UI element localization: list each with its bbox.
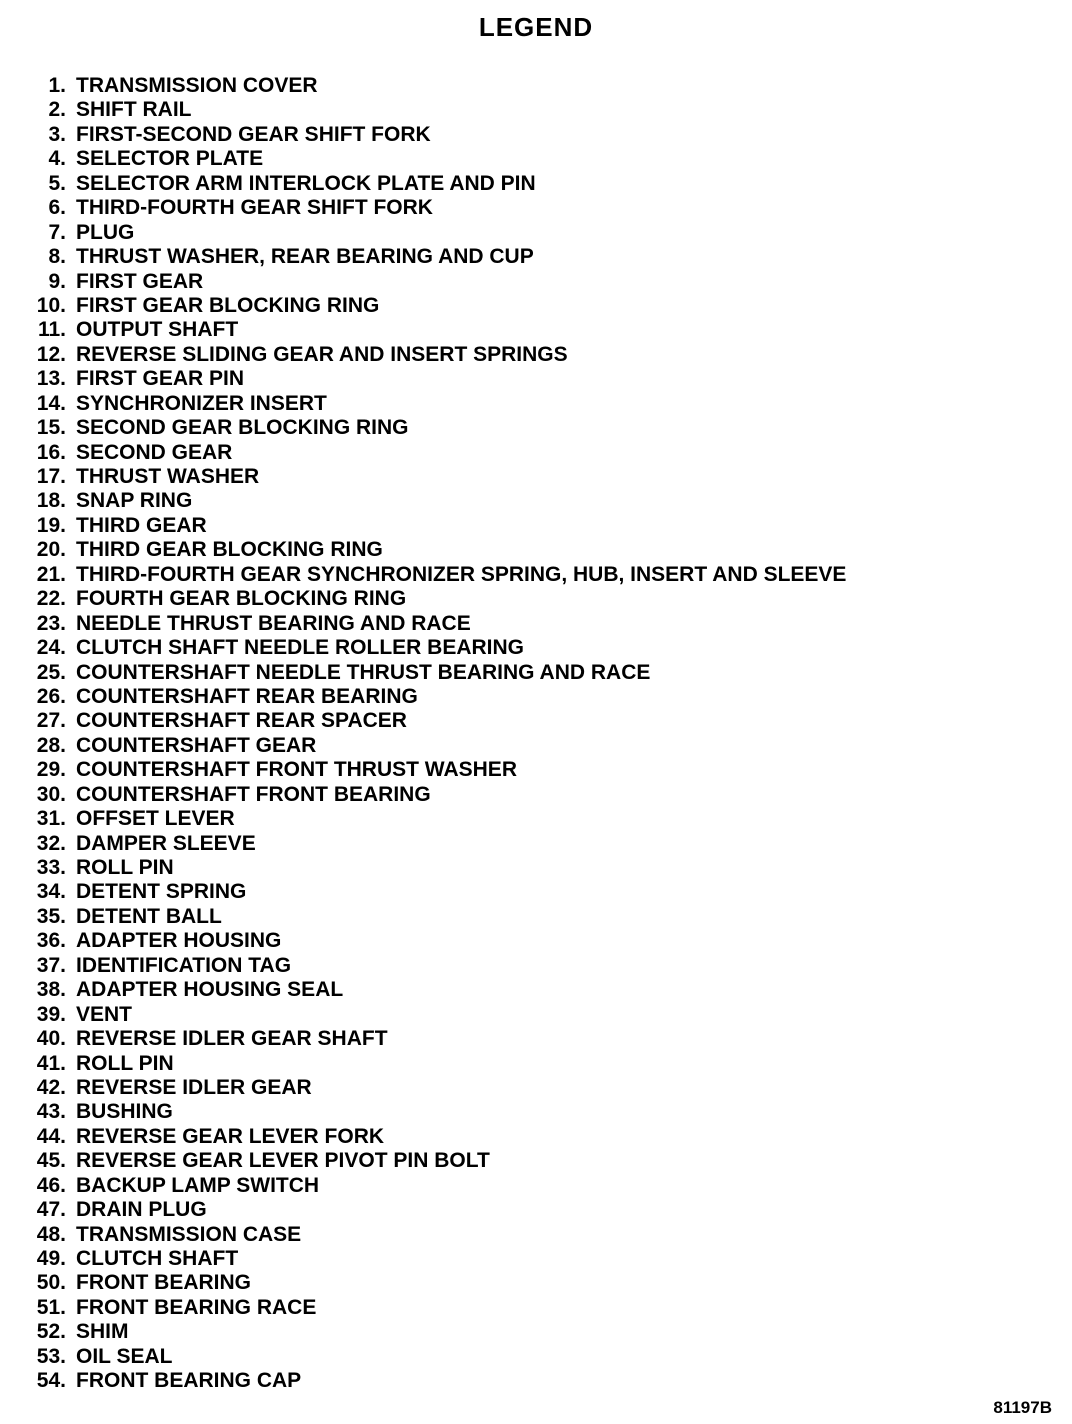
legend-item-text: TRANSMISSION COVER xyxy=(76,74,318,97)
legend-item-number: 5. xyxy=(48,171,66,195)
legend-item-text: THRUST WASHER, REAR BEARING AND CUP xyxy=(76,245,534,269)
legend-item xyxy=(22,758,846,782)
legend-item xyxy=(22,709,846,733)
legend-item xyxy=(22,1320,846,1344)
legend-item xyxy=(22,661,846,685)
legend-item xyxy=(22,270,846,294)
legend-item xyxy=(22,905,846,929)
legend-item-number: 48. xyxy=(36,1222,66,1246)
legend-item-text: SYNCHRONIZER INSERT xyxy=(76,391,327,415)
legend-item-text: FIRST-SECOND GEAR SHIFT FORK xyxy=(76,122,431,146)
legend-item-number: 30. xyxy=(36,782,66,806)
legend-item-number: 2. xyxy=(48,98,66,122)
legend-item-text: ROLL PIN xyxy=(76,856,174,879)
legend-item-text: SECOND GEAR xyxy=(76,440,233,464)
legend-item-number: 42. xyxy=(36,1075,66,1099)
legend-item xyxy=(22,563,846,587)
legend-item-number: 26. xyxy=(36,684,66,708)
legend-item xyxy=(22,587,846,611)
legend-item-text: OUTPUT SHAFT xyxy=(76,318,239,342)
legend-item-number: 21. xyxy=(36,562,66,586)
legend-item-number: 32. xyxy=(36,831,66,855)
legend-item xyxy=(22,416,846,440)
legend-item xyxy=(22,1198,846,1222)
legend-item xyxy=(22,221,846,245)
legend-item-number: 33. xyxy=(36,856,66,879)
legend-item xyxy=(22,1369,846,1393)
legend-item-text: CLUTCH SHAFT xyxy=(76,1247,239,1270)
legend-item-text: THIRD-FOURTH GEAR SHIFT FORK xyxy=(76,196,433,220)
legend-item xyxy=(22,489,846,513)
legend-item xyxy=(22,1174,846,1198)
legend-item xyxy=(22,1003,846,1027)
legend-item-number: 45. xyxy=(36,1149,66,1173)
legend-item-number: 12. xyxy=(36,342,66,366)
legend-item xyxy=(22,172,846,196)
legend-item-text: FIRST GEAR xyxy=(76,269,204,293)
legend-item-number: 19. xyxy=(36,513,66,537)
legend-item xyxy=(22,74,846,98)
legend-item-text: COUNTERSHAFT NEEDLE THRUST BEARING AND RACE xyxy=(76,660,651,684)
legend-item xyxy=(22,123,846,147)
legend-item-text: COUNTERSHAFT FRONT BEARING xyxy=(76,782,431,806)
legend-item-text: OIL SEAL xyxy=(76,1344,173,1368)
legend-item xyxy=(22,1296,846,1320)
legend-item xyxy=(22,636,846,660)
legend-item xyxy=(22,1076,846,1100)
legend-item-number: 6. xyxy=(48,196,66,220)
legend-item xyxy=(22,294,846,318)
legend-item-number: 29. xyxy=(36,758,66,782)
legend-item-number: 10. xyxy=(36,293,66,317)
legend-item xyxy=(22,1125,846,1149)
legend-item-number: 20. xyxy=(36,538,66,562)
legend-item-number: 9. xyxy=(48,269,66,293)
legend-item-text: FRONT BEARING xyxy=(76,1271,251,1295)
legend-item-number: 3. xyxy=(48,122,66,146)
legend-item-text: DETENT SPRING xyxy=(76,880,247,904)
legend-item-text: ROLL PIN xyxy=(76,1051,174,1075)
legend-item-number: 37. xyxy=(36,953,66,977)
legend-item-number: 8. xyxy=(48,245,66,269)
legend-item xyxy=(22,685,846,709)
legend-item-text: OFFSET LEVER xyxy=(76,807,235,831)
legend-item-number: 14. xyxy=(36,391,66,415)
legend-item-text: DRAIN PLUG xyxy=(76,1198,207,1222)
legend-item xyxy=(22,538,846,562)
legend-item xyxy=(22,1345,846,1369)
legend-item xyxy=(22,196,846,220)
legend-item-number: 39. xyxy=(36,1002,66,1026)
legend-item xyxy=(22,734,846,758)
legend-item-number: 23. xyxy=(36,611,66,635)
legend-item-text: SHIFT RAIL xyxy=(76,98,192,122)
legend-item-number: 41. xyxy=(36,1051,66,1075)
legend-item xyxy=(22,1027,846,1051)
legend-item xyxy=(22,1223,846,1247)
legend-item-number: 16. xyxy=(36,440,66,464)
legend-item-text: ADAPTER HOUSING xyxy=(76,929,282,953)
legend-item-text: REVERSE IDLER GEAR SHAFT xyxy=(76,1027,388,1051)
legend-item-text: TRANSMISSION CASE xyxy=(76,1222,302,1246)
legend-item-text: THIRD GEAR xyxy=(76,513,207,537)
legend-item xyxy=(22,98,846,122)
legend-item-number: 22. xyxy=(36,587,66,611)
legend-item-text: REVERSE GEAR LEVER PIVOT PIN BOLT xyxy=(76,1149,490,1173)
legend-item-text: SHIM xyxy=(76,1320,129,1344)
legend-item-number: 46. xyxy=(36,1173,66,1197)
legend-item-text: FIRST GEAR PIN xyxy=(76,367,245,391)
legend-item-number: 53. xyxy=(36,1344,66,1368)
legend-item-text: REVERSE SLIDING GEAR AND INSERT SPRINGS xyxy=(76,342,568,366)
legend-item-text: REVERSE GEAR LEVER FORK xyxy=(76,1124,385,1148)
legend-item xyxy=(22,147,846,171)
legend-item-number: 51. xyxy=(36,1295,66,1319)
legend-item-number: 11. xyxy=(37,318,66,342)
legend-item-text: BACKUP LAMP SWITCH xyxy=(76,1173,320,1197)
legend-item-text: THIRD GEAR BLOCKING RING xyxy=(76,538,383,562)
legend-item-text: BUSHING xyxy=(76,1100,173,1124)
legend-item-text: SELECTOR ARM INTERLOCK PLATE AND PIN xyxy=(76,171,536,195)
legend-item-text: COUNTERSHAFT REAR BEARING xyxy=(76,684,418,708)
legend-item-text: PLUG xyxy=(76,220,135,244)
legend-item xyxy=(22,832,846,856)
legend-item-text: THRUST WASHER xyxy=(76,465,260,488)
legend-item-number: 50. xyxy=(36,1271,66,1295)
legend-item-number: 4. xyxy=(48,147,66,171)
legend-item xyxy=(22,807,846,831)
legend-item-number: 38. xyxy=(36,978,66,1002)
legend-item-number: 36. xyxy=(36,929,66,953)
legend-item xyxy=(22,245,846,269)
legend-item-text: COUNTERSHAFT GEAR xyxy=(76,733,317,757)
legend-item-text: ADAPTER HOUSING SEAL xyxy=(76,978,344,1002)
legend-item-number: 17. xyxy=(36,465,66,488)
legend-item-number: 43. xyxy=(36,1100,66,1124)
legend-item-number: 44. xyxy=(36,1124,66,1148)
legend-item xyxy=(22,343,846,367)
legend-item-text: DETENT BALL xyxy=(76,904,222,928)
legend-item xyxy=(22,318,846,342)
figure-id: 81197B xyxy=(993,1398,1052,1417)
legend-item xyxy=(22,856,846,880)
legend-item xyxy=(22,954,846,978)
legend-item xyxy=(22,612,846,636)
legend-item xyxy=(22,783,846,807)
legend-item xyxy=(22,1149,846,1173)
legend-item xyxy=(22,465,846,489)
legend-item-number: 31. xyxy=(36,807,66,831)
legend-item-text: FRONT BEARING RACE xyxy=(76,1295,317,1319)
legend-title: LEGEND xyxy=(478,12,594,42)
legend-item-number: 35. xyxy=(36,904,66,928)
legend-item-number: 40. xyxy=(36,1027,66,1051)
legend-item xyxy=(22,929,846,953)
legend-item-number: 34. xyxy=(36,880,66,904)
legend-item-text: VENT xyxy=(76,1002,133,1026)
legend-list xyxy=(22,74,846,1394)
legend-item xyxy=(22,441,846,465)
legend-item xyxy=(22,514,846,538)
legend-item-number: 54. xyxy=(36,1369,66,1393)
legend-item-text: FOURTH GEAR BLOCKING RING xyxy=(76,587,407,611)
legend-item-number: 15. xyxy=(36,416,66,440)
legend-item-text: COUNTERSHAFT FRONT THRUST WASHER xyxy=(76,758,517,782)
legend-item-text: FRONT BEARING CAP xyxy=(76,1369,302,1393)
legend-item-number: 49. xyxy=(36,1247,66,1270)
legend-item xyxy=(22,880,846,904)
legend-item-text: IDENTIFICATION TAG xyxy=(76,953,292,977)
legend-item-text: NEEDLE THRUST BEARING AND RACE xyxy=(76,611,471,635)
legend-item xyxy=(22,1247,846,1271)
legend-item-text: THIRD-FOURTH GEAR SYNCHRONIZER SPRING, HUB, INSERT AND SLEEVE xyxy=(76,562,847,586)
legend-item-text: CLUTCH SHAFT NEEDLE ROLLER BEARING xyxy=(76,636,524,660)
legend-item-number: 1. xyxy=(48,74,66,97)
legend-item-number: 24. xyxy=(36,636,66,660)
legend-item-text: SECOND GEAR BLOCKING RING xyxy=(76,416,409,440)
legend-item xyxy=(22,1100,846,1124)
legend-item-text: SNAP RING xyxy=(76,489,193,513)
legend-item-text: COUNTERSHAFT REAR SPACER xyxy=(76,709,407,733)
legend-item-text: REVERSE IDLER GEAR xyxy=(76,1075,312,1099)
legend-item xyxy=(22,978,846,1002)
legend-item-text: FIRST GEAR BLOCKING RING xyxy=(76,293,380,317)
legend-item xyxy=(22,1271,846,1295)
legend-item-number: 28. xyxy=(36,733,66,757)
legend-item-text: SELECTOR PLATE xyxy=(76,147,264,171)
legend-item-number: 25. xyxy=(36,660,66,684)
legend-item xyxy=(22,367,846,391)
legend-item xyxy=(22,1052,846,1076)
legend-item-number: 27. xyxy=(36,709,66,733)
legend-item-number: 52. xyxy=(36,1320,66,1344)
legend-item xyxy=(22,392,846,416)
legend-item-number: 7. xyxy=(48,220,66,244)
legend-item-text: DAMPER SLEEVE xyxy=(76,831,256,855)
legend-item-number: 18. xyxy=(36,489,66,513)
legend-item-number: 13. xyxy=(36,367,66,391)
legend-item-number: 47. xyxy=(36,1198,66,1222)
